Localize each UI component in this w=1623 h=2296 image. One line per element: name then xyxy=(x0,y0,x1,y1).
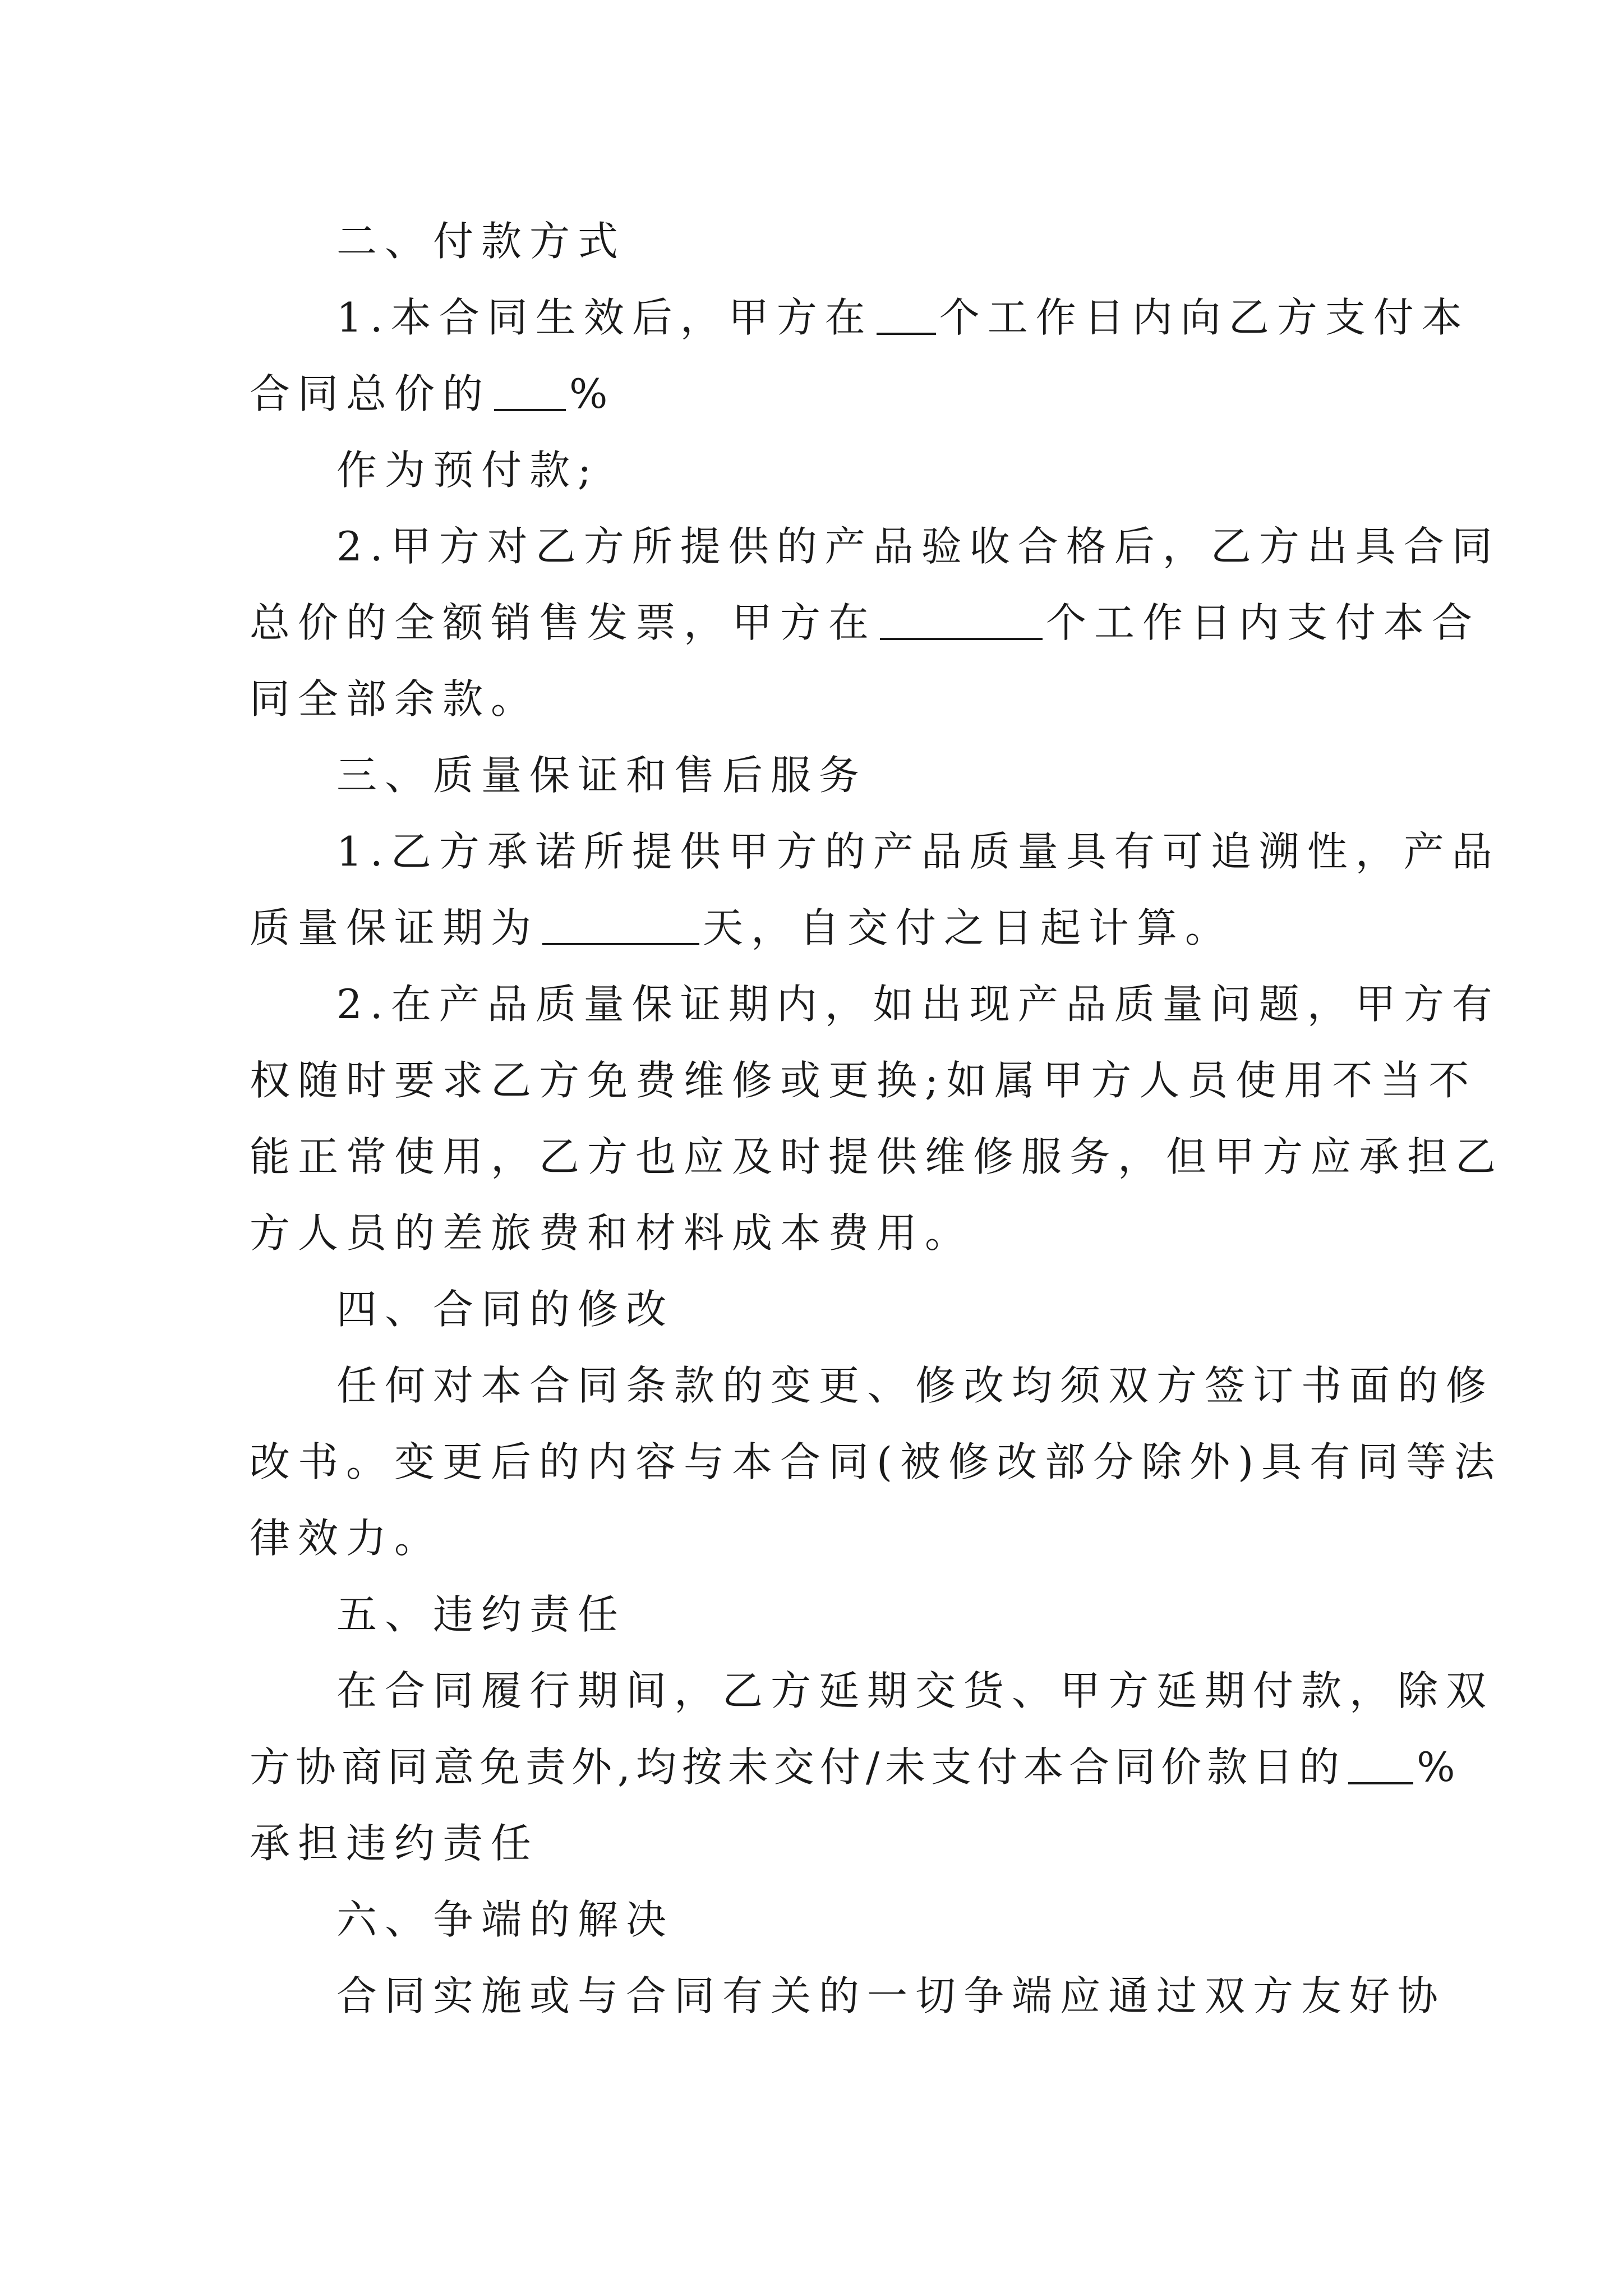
section-heading-payment xyxy=(0,203,1623,279)
paragraph-line xyxy=(0,1500,1623,1576)
paragraph-line xyxy=(0,1958,1623,2034)
paragraph-text: 在合同履行期间，乙方延期交货、甲方延期付款，除双 xyxy=(336,1667,1495,1714)
paragraph-text: 2.在产品质量保证期内，如出现产品质量问题，甲方有 xyxy=(336,981,1500,1028)
paragraph-text: 权随时要求乙方免费维修或更换;如属甲方人员使用不当不 xyxy=(250,1057,1477,1104)
paragraph-text: 合同实施或与合同有关的一切争端应通过双方友好协 xyxy=(336,1972,1446,2019)
paragraph-line xyxy=(0,966,1623,1042)
paragraph-line xyxy=(0,1805,1623,1881)
paragraph-line xyxy=(0,661,1623,737)
paragraph-line xyxy=(0,1347,1623,1424)
paragraph-text: 2.甲方对乙方所提供的产品验收合格后，乙方出具合同 xyxy=(336,523,1500,570)
paragraph-text: 个工作日内向乙方支付本 xyxy=(939,294,1470,341)
paragraph-line xyxy=(0,1424,1623,1500)
paragraph-text: 合同总价的 xyxy=(250,370,491,417)
section-heading-modification xyxy=(0,1271,1623,1347)
section-heading-quality xyxy=(0,737,1623,813)
paragraph-text: 作为预付款; xyxy=(336,447,600,494)
paragraph-line xyxy=(0,1729,1623,1805)
heading-text: 二、付款方式 xyxy=(336,218,626,265)
heading-text: 四、合同的修改 xyxy=(336,1286,675,1333)
paragraph-text: 天，自交付之日起计算。 xyxy=(703,904,1234,951)
paragraph-line xyxy=(0,508,1623,585)
paragraph-text: 改书。变更后的内容与本合同(被修改部分除外)具有同等法 xyxy=(250,1438,1503,1485)
heading-text: 三、质量保证和售后服务 xyxy=(336,752,868,799)
paragraph-text: 同全部余款。 xyxy=(250,675,540,723)
fill-in-blank[interactable] xyxy=(1348,1742,1413,1784)
section-heading-dispute xyxy=(0,1881,1623,1958)
paragraph-text: % xyxy=(569,370,616,417)
paragraph-line xyxy=(0,279,1623,356)
paragraph-text: 任何对本合同条款的变更、修改均须双方签订书面的修 xyxy=(336,1362,1495,1409)
paragraph-line xyxy=(0,813,1623,890)
paragraph-text: 能正常使用，乙方也应及时提供维修服务，但甲方应承担乙 xyxy=(250,1133,1504,1180)
paragraph-line xyxy=(0,1653,1623,1729)
section-heading-breach xyxy=(0,1576,1623,1653)
paragraph-line xyxy=(0,585,1623,661)
paragraph-text: 承担违约责任 xyxy=(250,1820,540,1867)
fill-in-blank[interactable] xyxy=(877,292,936,335)
paragraph-text: 律效力。 xyxy=(250,1515,443,1562)
paragraph-line xyxy=(0,432,1623,508)
paragraph-text: 方人员的差旅费和材料成本费用。 xyxy=(250,1209,974,1257)
paragraph-text: 方协商同意免责外,均按未交付/未支付本合同价款日的 xyxy=(250,1743,1345,1791)
paragraph-text: 1.本合同生效后，甲方在 xyxy=(336,294,873,341)
heading-text: 六、争端的解决 xyxy=(336,1896,675,1943)
paragraph-line xyxy=(0,890,1623,966)
fill-in-blank[interactable] xyxy=(880,597,1043,640)
paragraph-line xyxy=(0,356,1623,432)
paragraph-text: 总价的全额销售发票，甲方在 xyxy=(250,599,877,646)
paragraph-text: 质量保证期为 xyxy=(250,904,540,951)
fill-in-blank[interactable] xyxy=(494,369,566,411)
paragraph-text: % xyxy=(1417,1743,1461,1791)
paragraph-text: 1.乙方承诺所提供甲方的产品质量具有可追溯性，产品 xyxy=(336,828,1500,875)
heading-text: 五、违约责任 xyxy=(336,1591,626,1638)
paragraph-line xyxy=(0,1042,1623,1119)
paragraph-line xyxy=(0,1195,1623,1271)
fill-in-blank[interactable] xyxy=(542,903,699,945)
paragraph-line xyxy=(0,1119,1623,1195)
paragraph-text: 个工作日内支付本合 xyxy=(1046,599,1481,646)
